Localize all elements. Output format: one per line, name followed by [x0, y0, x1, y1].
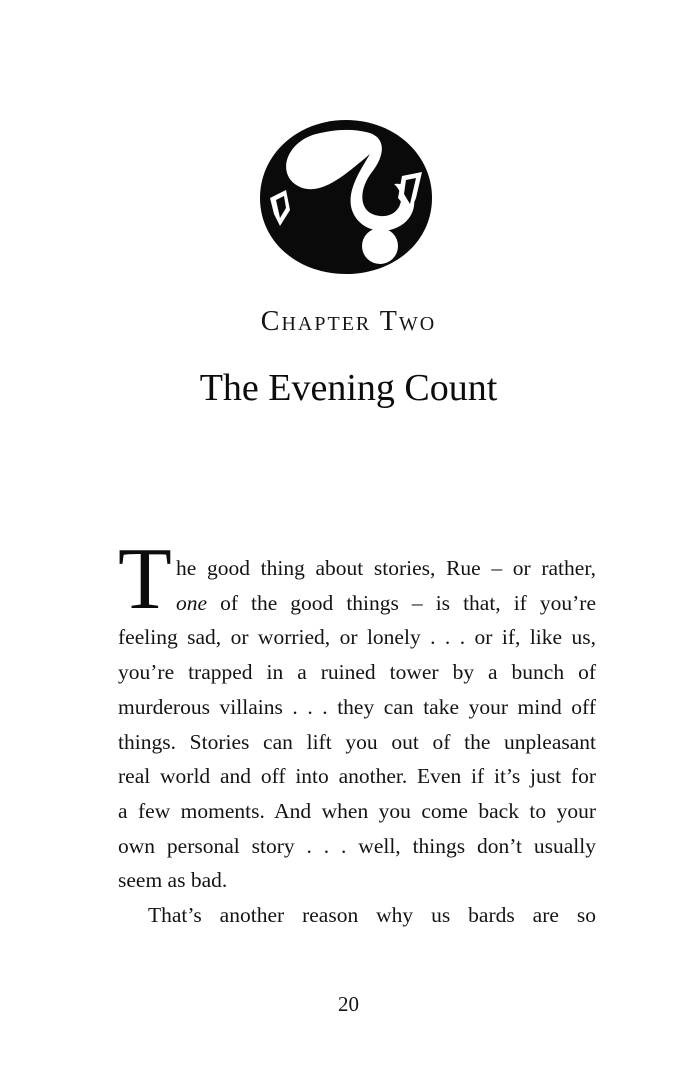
- text-line: feeling sad, or worried, or lonely . . . or if, like us,: [118, 625, 596, 650]
- chapter-title: The Evening Count: [199, 367, 498, 409]
- drop-cap: T: [118, 531, 172, 628]
- body-text: [118, 551, 596, 933]
- text-line: he good thing about stories, Rue – or rather,: [176, 556, 596, 580]
- text-line: real world and off into another. Even if it’s just for: [118, 764, 596, 789]
- text-line: seem as bad.: [118, 868, 228, 893]
- text-line: you’re trapped in a ruined tower by a bunch of: [118, 660, 596, 685]
- swirling-birds-emblem-icon: [246, 114, 446, 278]
- page-number: 20: [338, 992, 359, 1016]
- emphasis-word: one: [176, 590, 208, 615]
- text-line: things. Stories can lift you out of the unpleasant: [118, 729, 596, 754]
- text-line: murderous villains . . . they can take your mind off: [118, 694, 596, 719]
- chapter-label: Chapter Two: [260, 306, 437, 337]
- text-line: a few moments. And when you come back to your: [118, 798, 596, 823]
- text-line: own personal story . . . well, things don’t usually: [118, 833, 596, 858]
- text-line: one of the good things – is that, if you’re: [176, 590, 596, 615]
- text-line: That’s another reason why us bards are so: [148, 903, 596, 928]
